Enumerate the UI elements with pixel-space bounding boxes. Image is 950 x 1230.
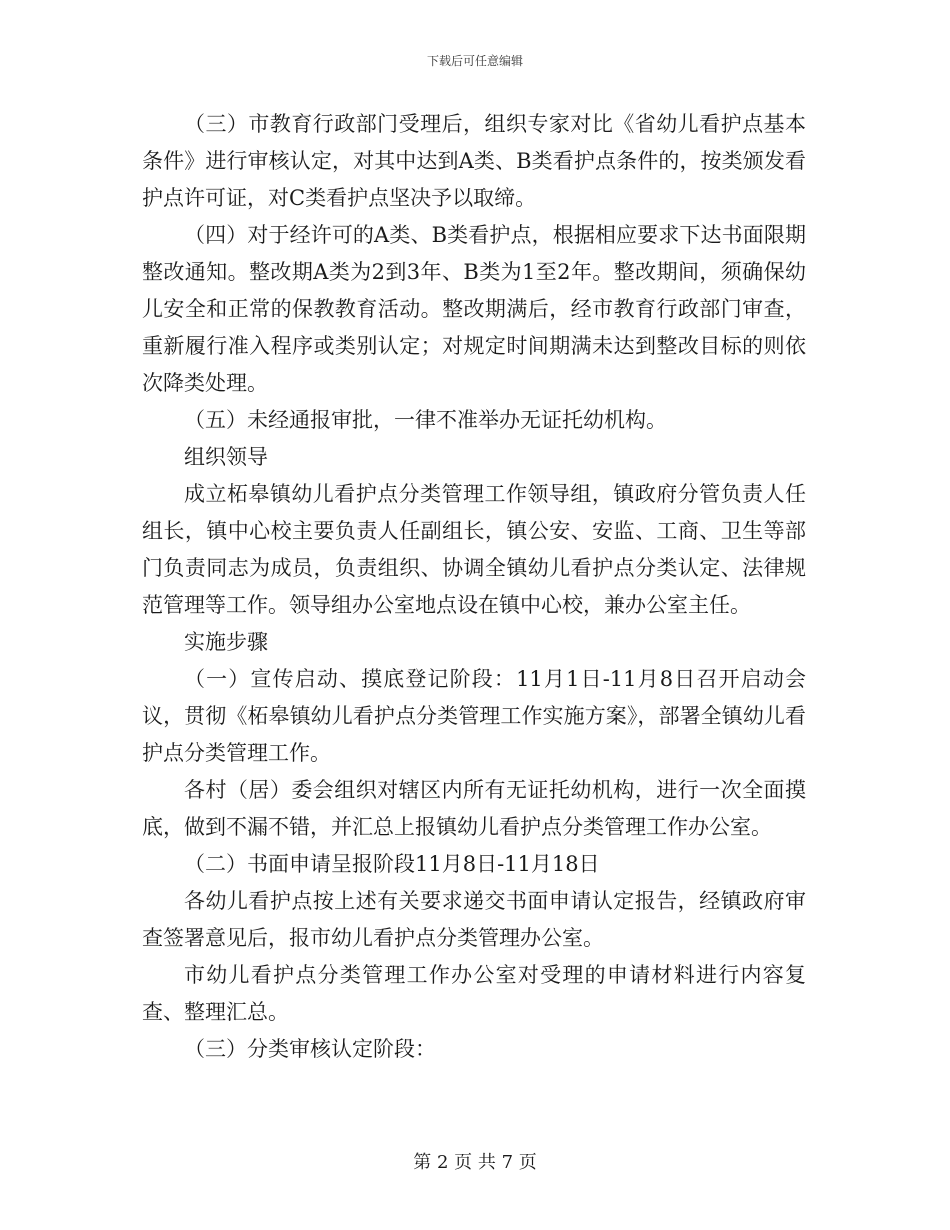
paragraph-rectification: （四）对于经许可的A类、B类看护点，根据相应要求下达书面限期整改通知。整改期A类为2到3年、B类为1至2年。整改期间，须确保幼儿安全和正常的保教教育活动。整改期满后，经市教育行政部门审查，重新履行准入程序或类别认定；对规定时间期满未达到整改目标的则依次降类处理。 — [142, 223, 806, 395]
paragraph-material-review: 市幼儿看护点分类管理工作办公室对受理的申请材料进行内容复查、整理汇总。 — [142, 963, 806, 1024]
paragraph-village-survey: 各村（居）委会组织对辖区内所有无证托幼机构，进行一次全面摸底，做到不漏不错，并汇总上报镇幼儿看护点分类管理工作办公室。 — [142, 778, 806, 839]
document-body — [142, 106, 806, 1068]
paragraph-leadership-group: 成立柘皋镇幼儿看护点分类管理工作领导组，镇政府分管负责人任组长，镇中心校主要负责人任副组长，镇公安、安监、工商、卫生等部门负责同志为成员，负责组织、协调全镇幼儿看护点分类认定、法律规范管理等工作。领导组办公室地点设在镇中心校，兼办公室主任。 — [142, 482, 806, 617]
paragraph-stage-two: （二）书面申请呈报阶段11月8日-11月18日 — [184, 852, 600, 876]
paragraph-written-application: 各幼儿看护点按上述有关要求递交书面申请认定报告，经镇政府审查签署意见后，报市幼儿看护点分类管理办公室。 — [142, 889, 806, 950]
paragraph-no-unlicensed: （五）未经通报审批，一律不准举办无证托幼机构。 — [184, 408, 667, 432]
paragraph-review-certification: （三）市教育行政部门受理后，组织专家对比《省幼儿看护点基本条件》进行审核认定，对其中达到A类、B类看护点条件的，按类颁发看护点许可证，对C类看护点坚决予以取缔。 — [142, 112, 806, 210]
page-footer: 第 2 页 共 7 页 — [413, 1152, 537, 1173]
paragraph-stage-one: （一）宣传启动、摸底登记阶段：11月1日-11月8日召开启动会议，贯彻《柘皋镇幼儿看护点分类管理工作实施方案》，部署全镇幼儿看护点分类管理工作。 — [142, 667, 806, 765]
page-header: 下载后可任意编辑 — [426, 54, 523, 68]
section-heading-organization: 组织领导 — [184, 445, 268, 469]
paragraph-stage-three: （三）分类审核认定阶段： — [184, 1037, 436, 1061]
section-heading-implementation: 实施步骤 — [184, 630, 268, 654]
